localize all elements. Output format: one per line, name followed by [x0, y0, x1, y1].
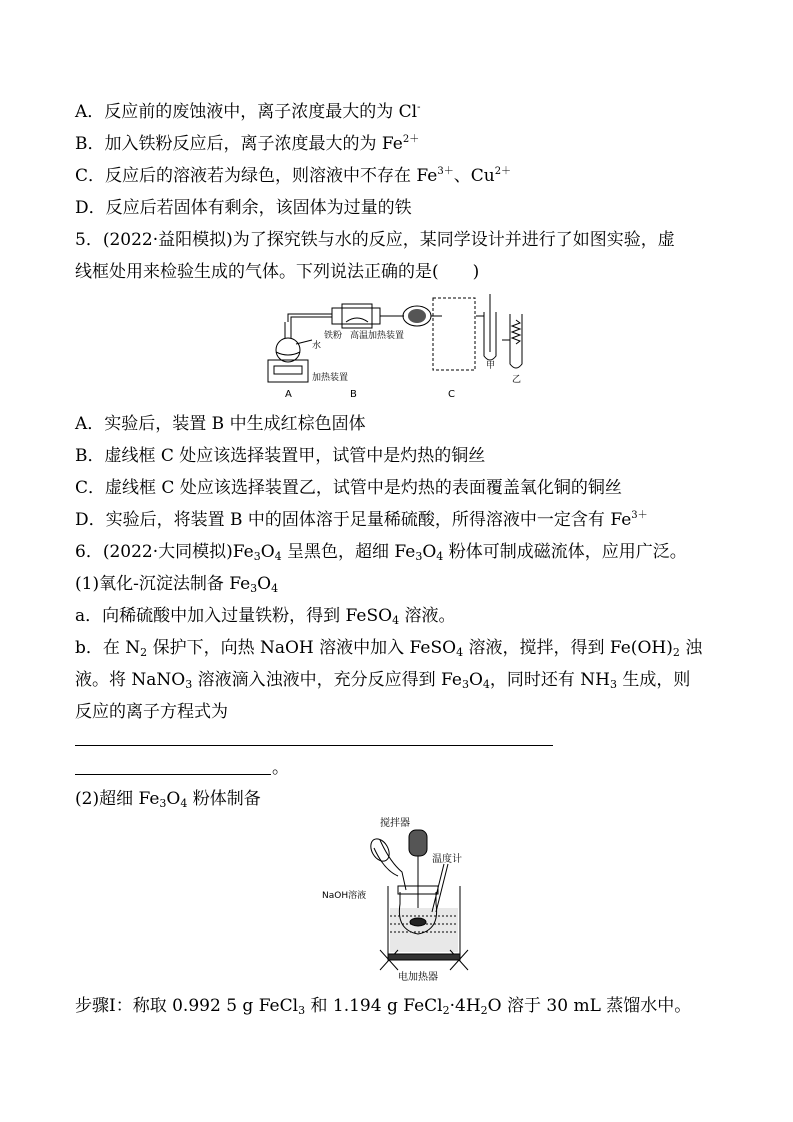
stirrer-label: 搅拌器 [380, 818, 410, 829]
electric-heater-label: 电加热器 [398, 972, 438, 983]
water-label: 水 [312, 341, 322, 351]
q5-option-a: A．实验后，装置 B 中生成红棕色固体 [75, 414, 366, 434]
q6-part1-title: (1)氧化-沉淀法制备 $Fe_3O_4$ [75, 574, 279, 595]
step-1: 步骤Ⅰ：称取 0.992 5 g FeCl$_3$ 和 1.194 g $FeCl_2\cdot 4H_2O$ 溶于 30 mL 蒸馏水中。 [75, 996, 692, 1017]
q6-step-a: a．向稀硫酸中加入过量铁粉，得到 FeSO$_4$ 溶液。 [75, 606, 456, 627]
heater-label: 加热装置 [312, 373, 349, 383]
answer-period: 。 [272, 758, 289, 778]
iron-powder-label: 铁粉 [324, 331, 343, 341]
reactor-apparatus-figure [318, 812, 478, 984]
label-c: C [448, 389, 455, 400]
label-jia: 甲 [486, 361, 496, 371]
answer-blank-line2[interactable] [75, 774, 271, 775]
q6-step-b-line2: 液。将 NaNO$_3$ 溶液滴入浊液中，充分反应得到 $Fe_3O_4$，同时还有 $NH_3$ 生成，则 [75, 670, 691, 691]
q6-part2-title: (2)超细 $Fe_3O_4$ 粉体制备 [75, 789, 261, 810]
q6-stem: 6．(2022·大同模拟)$Fe_3O_4$ 呈黑色，超细 $Fe_3O_4$ 粉体可制成磁流体，应用广泛。 [75, 542, 687, 563]
q5-stem-line1: 5．(2022·益阳模拟)为了探究铁与水的反应，某同学设计并进行了如图实验，虚 [75, 230, 675, 250]
high-temp-heater-label: 高温加热装置 [350, 331, 405, 341]
q6-step-b-line3: 反应的离子方程式为 [75, 702, 228, 722]
q5-stem-line2: 线框处用来检验生成的气体。下列说法正确的是( ) [75, 262, 480, 282]
naoh-solution-label: NaOH溶液 [322, 891, 367, 901]
q4-option-c: C．反应后的溶液若为绿色，则溶液中不存在 $Fe^{3+}$、$Cu^{2+}$ [75, 166, 512, 186]
q5-option-c: C．虚线框 C 处应该选择装置乙，试管中是灼热的表面覆盖氧化铜的铜丝 [75, 478, 622, 498]
q5-option-d: D．实验后，将装置 B 中的固体溶于足量稀硫酸，所得溶液中一定含有 $Fe^{3+}$ [75, 510, 648, 530]
q5-option-b: B．虚线框 C 处应该选择装置甲，试管中是灼热的铜丝 [75, 446, 486, 466]
label-a: A [285, 389, 292, 400]
q4-option-b: B．加入铁粉反应后，离子浓度最大的为 $Fe^{2+}$ [75, 134, 420, 154]
q6-step-b-line1: b．在 $N_2$ 保护下，向热 NaOH 溶液中加入 FeSO$_4$ 溶液，搅拌，得到 $Fe(OH)_2$ 浊 [75, 638, 703, 659]
label-b: B [350, 389, 357, 400]
q4-option-d: D．反应后若固体有剩余，该固体为过量的铁 [75, 198, 412, 218]
thermometer-label: 温度计 [432, 854, 462, 865]
q4-option-a: A．反应前的废蚀液中，离子浓度最大的为 Cl- [75, 102, 421, 122]
iron-water-apparatus-figure [262, 292, 537, 404]
answer-blank-line1[interactable] [75, 745, 553, 746]
label-yi: 乙 [512, 375, 522, 385]
